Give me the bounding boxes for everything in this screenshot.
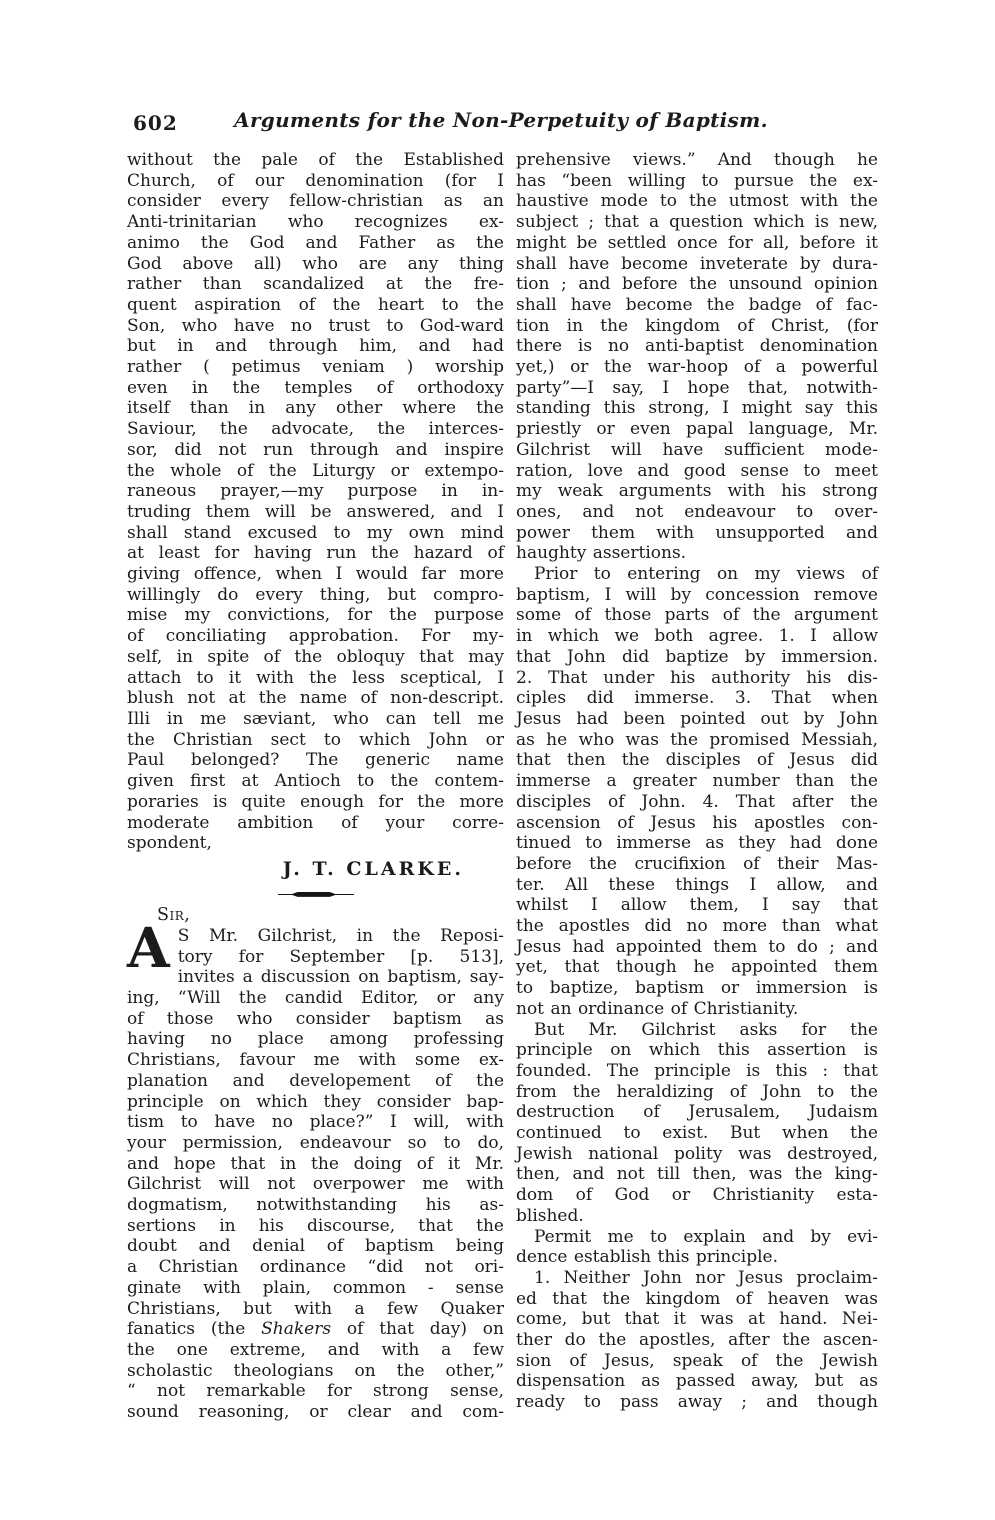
text-line: before the crucifixion of their Mas- <box>516 853 878 874</box>
text-line: the Christian sect to which John or <box>127 729 504 750</box>
text-line: Christians, but with a few Quaker <box>127 1298 504 1319</box>
text-line: God above all) who are any thing <box>127 253 504 274</box>
text-line: “ not remarkable for strong sense, <box>127 1381 504 1402</box>
text-line: shall have become the badge of fac- <box>516 294 878 315</box>
text-line: ascension of Jesus his apostles con- <box>516 812 878 833</box>
text-line: and hope that in the doing of it Mr. <box>127 1153 504 1174</box>
text-line: Saviour, the advocate, the interces- <box>127 419 504 440</box>
text-line: Church, of our denomination (for I <box>127 170 504 191</box>
text-line: prehensive views.” And though he <box>516 150 878 170</box>
text-line: of those who consider baptism as <box>127 1008 504 1029</box>
text-line: ones, and not endeavour to over- <box>516 501 878 522</box>
paragraph <box>516 1268 878 1413</box>
text-line: dogmatism, notwithstanding his as- <box>127 1195 504 1216</box>
text-line: founded. The principle is this : that <box>516 1060 878 1081</box>
text-line: fanatics (the Shakers of that day) on <box>127 1319 504 1340</box>
text-line: poraries is quite enough for the more <box>127 791 504 812</box>
text-line: blished. <box>516 1205 584 1226</box>
text-line: rather ( petimus veniam ) worship <box>127 357 504 378</box>
page-title: Arguments for the Non-Perpetuity of Baptism. <box>234 108 768 132</box>
paragraph <box>516 150 878 564</box>
text-line: ter. All these things I allow, and <box>516 874 878 895</box>
text-line: 1. Neither John nor Jesus proclaim- <box>534 1267 878 1288</box>
text-line: but in and through him, and had <box>127 336 504 357</box>
page-number: 602 <box>133 111 178 135</box>
salutation: Sir, <box>157 904 191 925</box>
text-line: even in the temples of orthodoxy <box>127 377 504 398</box>
text-line: rather than scandalized at the fre- <box>127 274 504 295</box>
text-line: ciples did immerse. 3. That when <box>516 688 878 709</box>
text-line: Jesus had been pointed out by John <box>516 708 878 729</box>
text-line: giving offence, when I would far more <box>127 564 504 585</box>
text-line: given first at Antioch to the contem- <box>127 771 504 792</box>
text-line: ginate with plain, common - sense <box>127 1277 504 1298</box>
text-line: from the heraldizing of John to the <box>516 1081 878 1102</box>
text-line: Jewish national polity was destroyed, <box>516 1143 878 1164</box>
text-line: continued to exist. But when the <box>516 1123 878 1144</box>
text-line: the apostles did no more than what <box>516 916 878 937</box>
text-line: yet,) or the war-hoop of a powerful <box>516 357 878 378</box>
text-line: then, and not till then, was the king- <box>516 1164 878 1185</box>
paragraph <box>127 150 504 854</box>
text-line: tory for September [p. 513], <box>177 946 504 967</box>
text-line: yet, that though he appointed them <box>516 957 878 978</box>
text-line: a Christian ordinance “did not ori- <box>127 1257 504 1278</box>
paragraph <box>516 564 878 1019</box>
signature: J. T. CLARKE. <box>282 857 464 880</box>
text-line: itself than in any other where the <box>127 398 504 419</box>
text-line: willingly do every thing, but compro- <box>127 584 504 605</box>
text-line: Permit me to explain and by evi- <box>534 1226 878 1247</box>
text-line: the whole of the Liturgy or extempo- <box>127 460 504 481</box>
text-line: spondent, <box>127 833 212 854</box>
text-line: your permission, endeavour so to do, <box>127 1132 504 1153</box>
text-line: Jesus had appointed them to do ; and <box>516 936 878 957</box>
text-line: my weak arguments with his strong <box>516 481 878 502</box>
text-line: sor, did not run through and inspire <box>127 439 504 460</box>
section-divider <box>127 886 504 903</box>
text-line: some of those parts of the argument <box>516 605 878 626</box>
text-line: planation and developement of the <box>127 1070 504 1091</box>
text-line: standing this strong, I might say this <box>516 398 878 419</box>
text-line: having no place among professing <box>127 1029 504 1050</box>
paragraph <box>516 1020 878 1227</box>
text-line: principle on which this assertion is <box>516 1040 878 1061</box>
text-line: in which we both agree. 1. I allow <box>516 626 878 647</box>
left-column <box>127 150 504 1423</box>
text-line: 2. That under his authority his dis- <box>516 667 878 688</box>
text-line: that John did baptize by immersion. <box>516 646 878 667</box>
text-line: blush not at the name of non-descript. <box>127 688 504 709</box>
right-column <box>516 150 878 1413</box>
paragraph <box>516 1227 878 1268</box>
swelled-rule-icon <box>278 890 354 898</box>
text-line: But Mr. Gilchrist asks for the <box>534 1019 878 1040</box>
text-line: quent aspiration of the heart to the <box>127 294 504 315</box>
text-line: tism to have no place?” I will, with <box>127 1112 504 1133</box>
text-line: not an ordinance of Christianity. <box>516 998 799 1019</box>
text-line: dom of God or Christianity esta- <box>516 1185 878 1206</box>
text-line: ed that the kingdom of heaven was <box>516 1288 878 1309</box>
text-line: sound reasoning, or clear and com- <box>127 1402 504 1423</box>
text-line: whilst I allow them, I say that <box>516 895 878 916</box>
text-line: disciples of John. 4. That after the <box>516 791 878 812</box>
text-line: self, in spite of the obloquy that may <box>127 646 504 667</box>
text-line: consider every fellow-christian as an <box>127 191 504 212</box>
text-line: mise my convictions, for the purpose <box>127 605 504 626</box>
text-line: power them with unsupported and <box>516 522 878 543</box>
drop-cap: A <box>127 914 170 980</box>
text-line: subject ; that a question which is new, <box>516 212 878 233</box>
text-line: Paul belonged? The generic name <box>127 750 504 771</box>
text-line: scholastic theologians on the other,” <box>127 1360 504 1381</box>
text-line: destruction of Jerusalem, Judaism <box>516 1102 878 1123</box>
text-line: of conciliating approbation. For my- <box>127 626 504 647</box>
text-line: Gilchrist will have sufficient mode- <box>516 439 878 460</box>
text-line: shall stand excused to my own mind <box>127 522 504 543</box>
text-line: party”—I say, I hope that, notwith- <box>516 377 878 398</box>
text-line: principle on which they consider bap- <box>127 1091 504 1112</box>
text-line: Anti-trinitarian who recognizes ex- <box>127 212 504 233</box>
text-line: without the pale of the Established <box>127 150 504 170</box>
text-line: Son, who have no trust to God-ward <box>127 315 504 336</box>
text-line: come, but that it was at hand. Nei- <box>516 1309 878 1330</box>
text-line: dispensation as passed away, but as <box>516 1371 878 1392</box>
text-line: baptism, I will by concession remove <box>516 584 878 605</box>
text-line: there is no anti-baptist denomination <box>516 336 878 357</box>
text-line: Gilchrist will not overpower me with <box>127 1174 504 1195</box>
text-line: to baptize, baptism or immersion is <box>516 978 878 999</box>
text-line: raneous prayer,—my purpose in in- <box>127 481 504 502</box>
text-line: Christians, favour me with some ex- <box>127 1050 504 1071</box>
text-line: Illi in me sæviant, who can tell me <box>127 708 504 729</box>
text-line: as he who was the promised Messiah, <box>516 729 878 750</box>
text-line: at least for having run the hazard of <box>127 543 504 564</box>
text-line: ther do the apostles, after the ascen- <box>516 1330 878 1351</box>
text-line: S Mr. Gilchrist, in the Reposi- <box>177 925 504 946</box>
text-line: dence establish this principle. <box>516 1247 779 1268</box>
text-line: sion of Jesus, speak of the Jewish <box>516 1350 878 1371</box>
page-header <box>125 108 877 135</box>
text-line: truding them will be answered, and I <box>127 501 504 522</box>
text-line: might be settled once for all, before it <box>516 232 878 253</box>
text-line: doubt and denial of baptism being <box>127 1236 504 1257</box>
text-line: shall have become inveterate by dura- <box>516 253 878 274</box>
text-line: ing, “Will the candid Editor, or any <box>127 988 504 1009</box>
text-line: that then the disciples of Jesus did <box>516 750 878 771</box>
text-line: moderate ambition of your corre- <box>127 812 504 833</box>
text-line: tinued to immerse as they had done <box>516 833 878 854</box>
text-line: immerse a greater number than the <box>516 771 878 792</box>
text-line: sertions in his discourse, that the <box>127 1215 504 1236</box>
text-line: invites a discussion on baptism, say- <box>177 967 504 988</box>
text-line: ration, love and good sense to meet <box>516 460 878 481</box>
text-line: ready to pass away ; and though <box>516 1392 878 1413</box>
text-line: priestly or even papal language, Mr. <box>516 419 878 440</box>
text-line: haustive mode to the utmost with the <box>516 191 878 212</box>
text-line: tion in the kingdom of Christ, (for <box>516 315 878 336</box>
text-line: has “been willing to pursue the ex- <box>516 170 878 191</box>
text-line: the one extreme, and with a few <box>127 1339 504 1360</box>
text-line: attach to it with the less sceptical, I <box>127 667 504 688</box>
text-line: haughty assertions. <box>516 543 687 564</box>
text-line: tion ; and before the unsound opinion <box>516 274 878 295</box>
text-line: Prior to entering on my views of <box>534 564 878 585</box>
text-line: animo the God and Father as the <box>127 232 504 253</box>
